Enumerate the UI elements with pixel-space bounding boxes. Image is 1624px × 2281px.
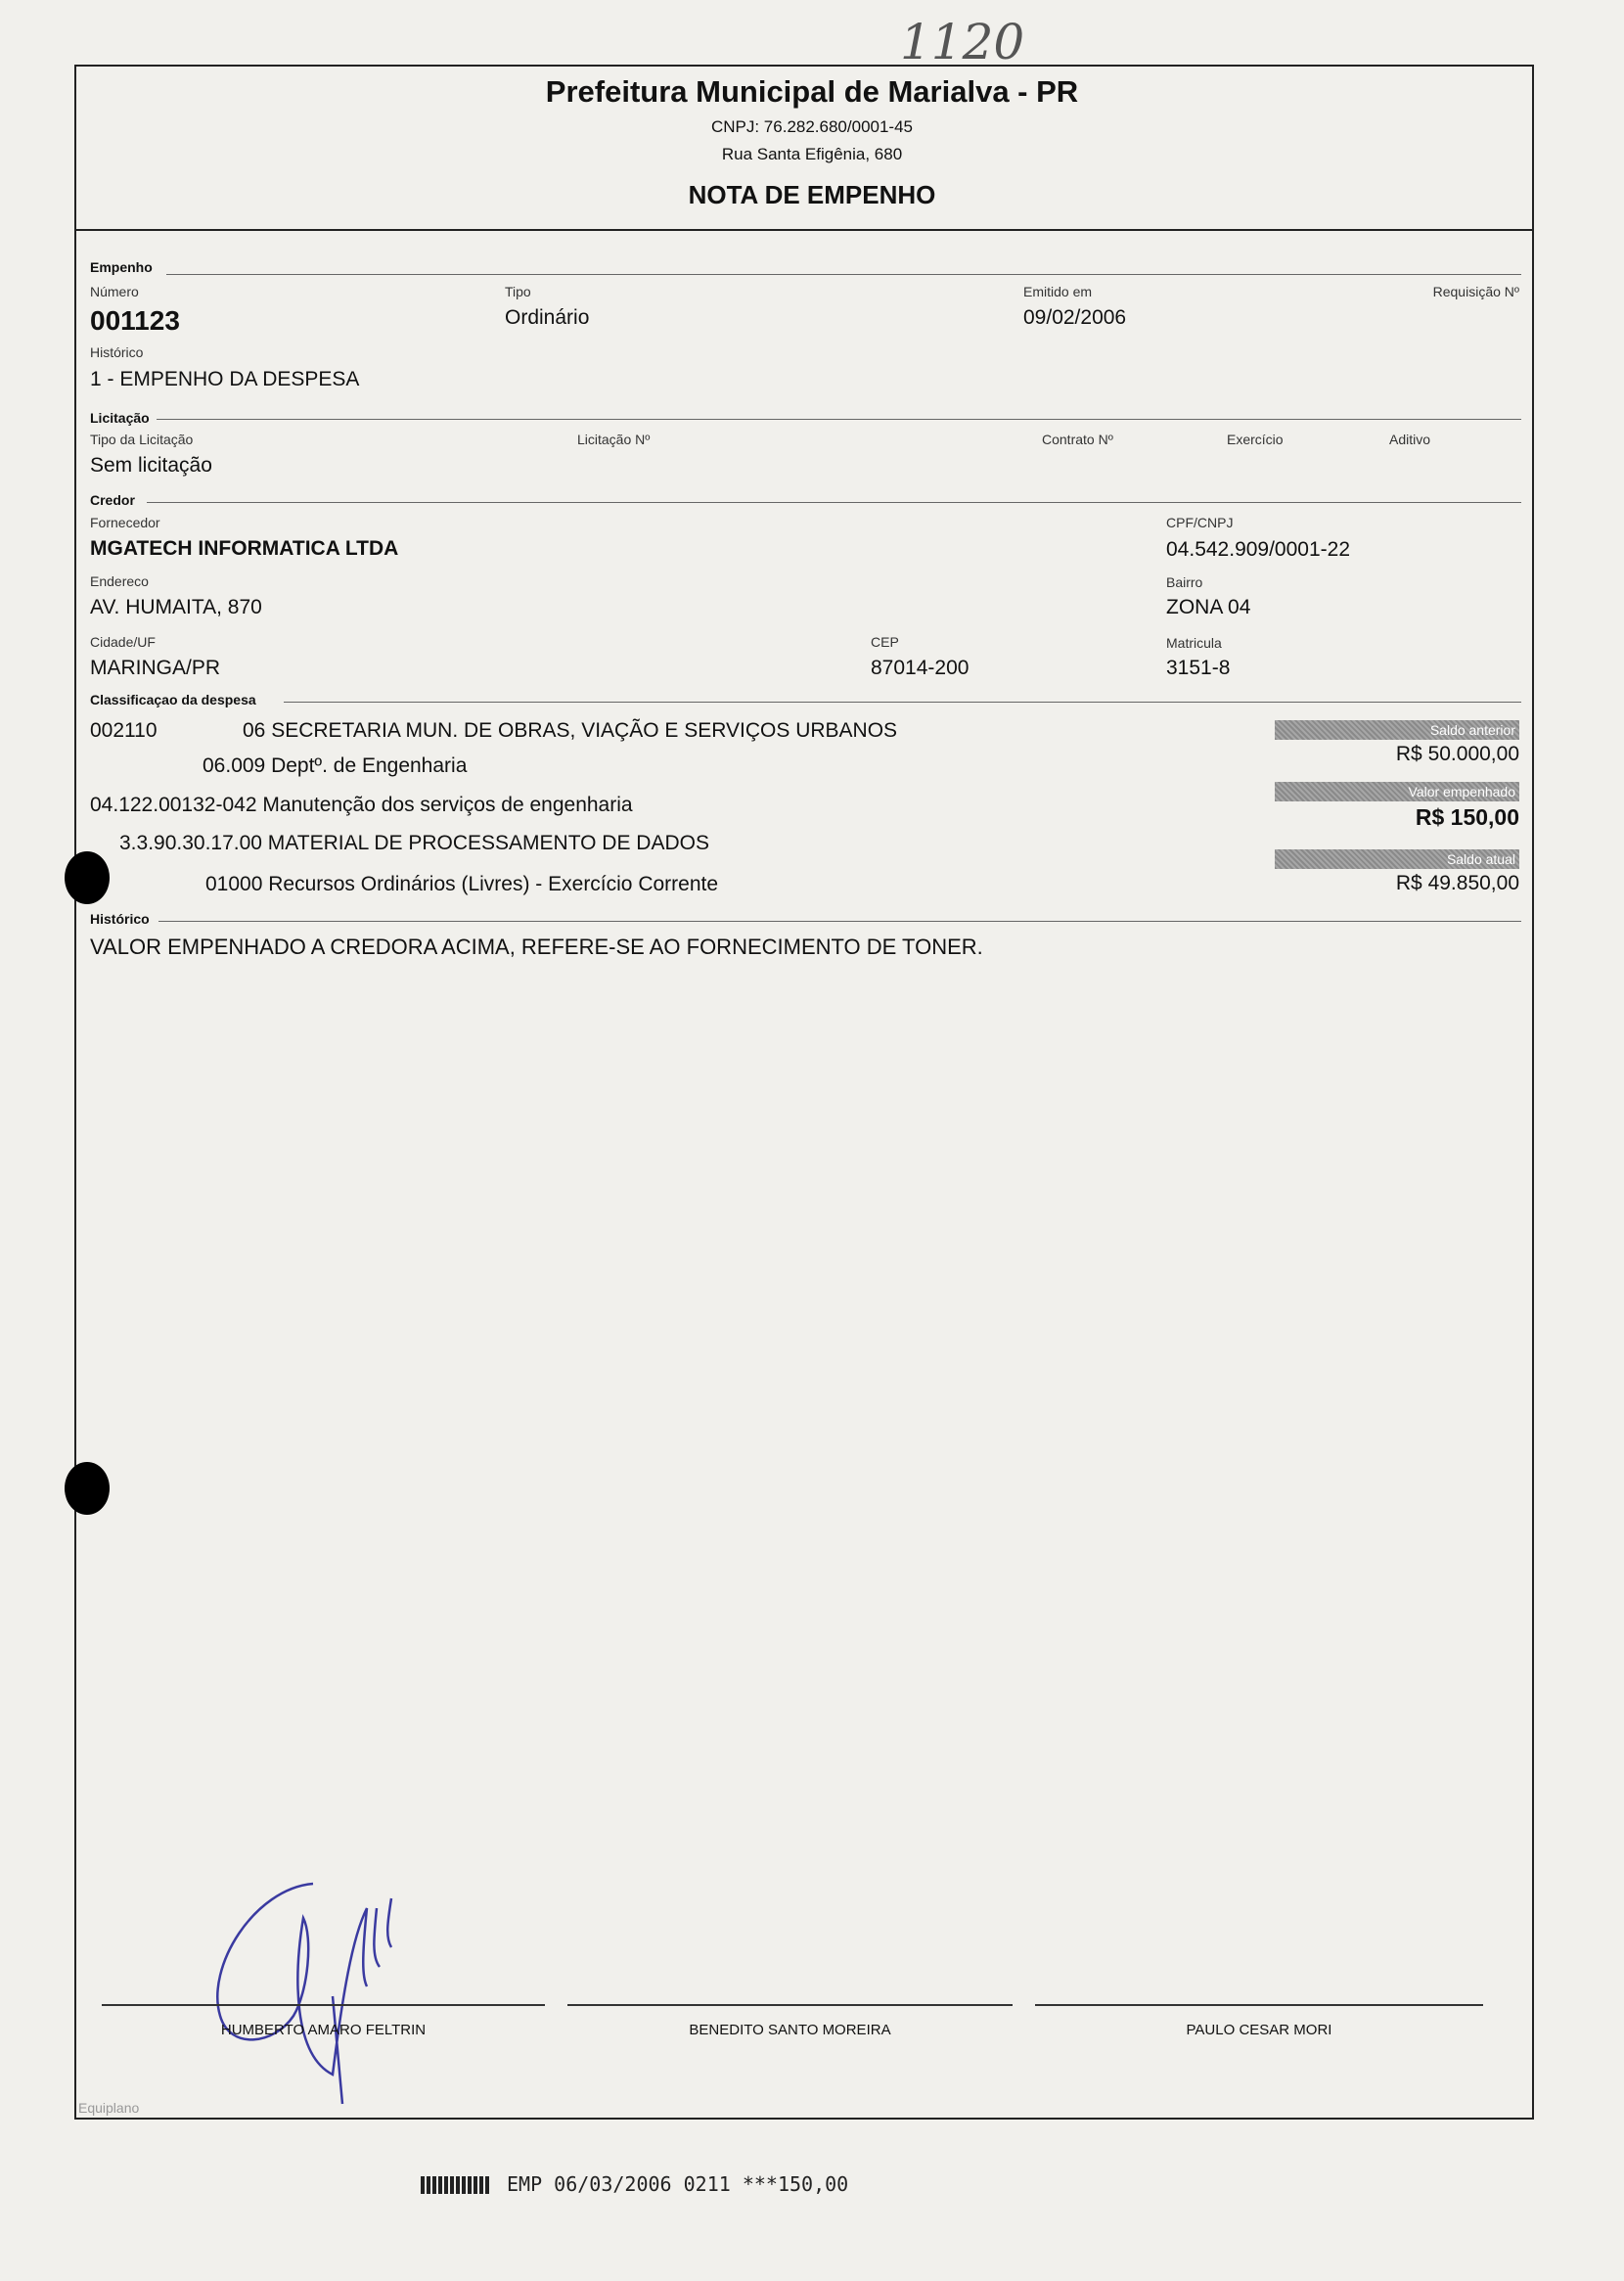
contrato-label: Contrato Nº (1042, 432, 1113, 447)
signature-line-3 (1035, 2004, 1483, 2006)
historico-text: VALOR EMPENHADO A CREDORA ACIMA, REFERE-SE AO FORNECIMENTO DE TONER. (90, 935, 983, 959)
requisicao-label: Requisição Nº (1432, 284, 1519, 299)
punch-hole-bottom (65, 1462, 110, 1515)
stamp-logo-icon (421, 2176, 489, 2194)
software-label: Equiplano (78, 2100, 140, 2116)
bairro-value: ZONA 04 (1166, 596, 1251, 618)
licitacao-section-label: Licitação (90, 410, 150, 426)
header-address: Rua Santa Efigênia, 680 (721, 145, 903, 163)
cidade-value: MARINGA/PR (90, 657, 221, 679)
unidade-text: 06 SECRETARIA MUN. DE OBRAS, VIAÇÃO E SERVIÇOS URBANOS (243, 719, 898, 742)
saldo-anterior-label: Saldo anterior (1275, 720, 1519, 740)
cpfcnpj-value: 04.542.909/0001-22 (1166, 538, 1351, 561)
licitacao-divider (157, 419, 1521, 420)
signature-name-2: BENEDITO SANTO MOREIRA (689, 2022, 891, 2038)
punch-hole-top (65, 851, 110, 904)
signature-name-1: HUMBERTO AMARO FELTRIN (220, 2022, 427, 2038)
historico-empenho-value: 1 - EMPENHO DA DESPESA (90, 368, 360, 390)
valor-empenhado-value: R$ 150,00 (1415, 804, 1519, 830)
saldo-atual-value: R$ 49.850,00 (1395, 872, 1519, 894)
tipo-licitacao-label: Tipo da Licitação (90, 432, 194, 447)
signature-name-3: PAULO CESAR MORI (1186, 2022, 1332, 2038)
bairro-label: Bairro (1166, 574, 1203, 590)
tipo-value: Ordinário (505, 306, 590, 329)
classificacao-divider (284, 702, 1521, 703)
unidade-code: 002110 (90, 719, 158, 742)
handwritten-page-number: 1120 (900, 14, 1025, 70)
endereco-label: Endereco (90, 573, 149, 589)
empenho-divider (166, 274, 1521, 275)
emitido-label: Emitido em (1023, 284, 1093, 299)
handwritten-signature (196, 1879, 450, 2133)
endereco-value: AV. HUMAITA, 870 (90, 596, 262, 618)
fornecedor-value: MGATECH INFORMATICA LTDA (90, 537, 399, 560)
credor-section-label: Credor (90, 492, 135, 508)
empenho-section-label: Empenho (90, 259, 153, 275)
cpfcnpj-label: CPF/CNPJ (1166, 515, 1234, 530)
matricula-value: 3151-8 (1166, 657, 1231, 679)
header-divider (74, 229, 1534, 231)
header-cnpj: CNPJ: 76.282.680/0001-45 (710, 117, 914, 136)
header-title: Prefeitura Municipal de Marialva - PR (545, 74, 1079, 109)
valor-empenhado-label: Valor empenhado (1275, 782, 1519, 801)
tipo-label: Tipo (505, 284, 531, 299)
departamento-text: 06.009 Deptº. de Engenharia (203, 754, 468, 777)
signature-line-1 (102, 2004, 545, 2006)
historico-section-label: Histórico (90, 911, 150, 927)
cidade-label: Cidade/UF (90, 634, 156, 650)
signature-line-2 (567, 2004, 1013, 2006)
numero-label: Número (90, 284, 139, 299)
matricula-label: Matricula (1166, 635, 1222, 651)
document-title: NOTA DE EMPENHO (688, 180, 936, 209)
cep-label: CEP (871, 634, 899, 650)
saldo-anterior-value: R$ 50.000,00 (1395, 743, 1519, 765)
licitacao-numero-label: Licitação Nº (577, 432, 651, 447)
historico-empenho-label: Histórico (90, 344, 144, 360)
credor-divider (147, 502, 1521, 503)
exercicio-label: Exercício (1227, 432, 1284, 447)
elemento-despesa-text: 3.3.90.30.17.00 MATERIAL DE PROCESSAMENTO DE DADOS (119, 832, 709, 854)
aditivo-label: Aditivo (1389, 432, 1431, 447)
cep-value: 87014-200 (871, 657, 970, 679)
historico-divider (158, 921, 1521, 922)
tipo-licitacao-value: Sem licitação (90, 454, 212, 477)
emitido-value: 09/02/2006 (1023, 306, 1127, 329)
saldo-atual-label: Saldo atual (1275, 849, 1519, 869)
fornecedor-label: Fornecedor (90, 515, 160, 530)
classificacao-section-label: Classificaçao da despesa (90, 692, 256, 707)
funcional-text: 04.122.00132-042 Manutenção dos serviços de engenharia (90, 794, 633, 816)
footer-stamp: EMP 06/03/2006 0211 ***150,00 (507, 2172, 849, 2196)
recurso-text: 01000 Recursos Ordinários (Livres) - Exercício Corrente (205, 873, 719, 895)
numero-value: 001123 (90, 305, 180, 336)
